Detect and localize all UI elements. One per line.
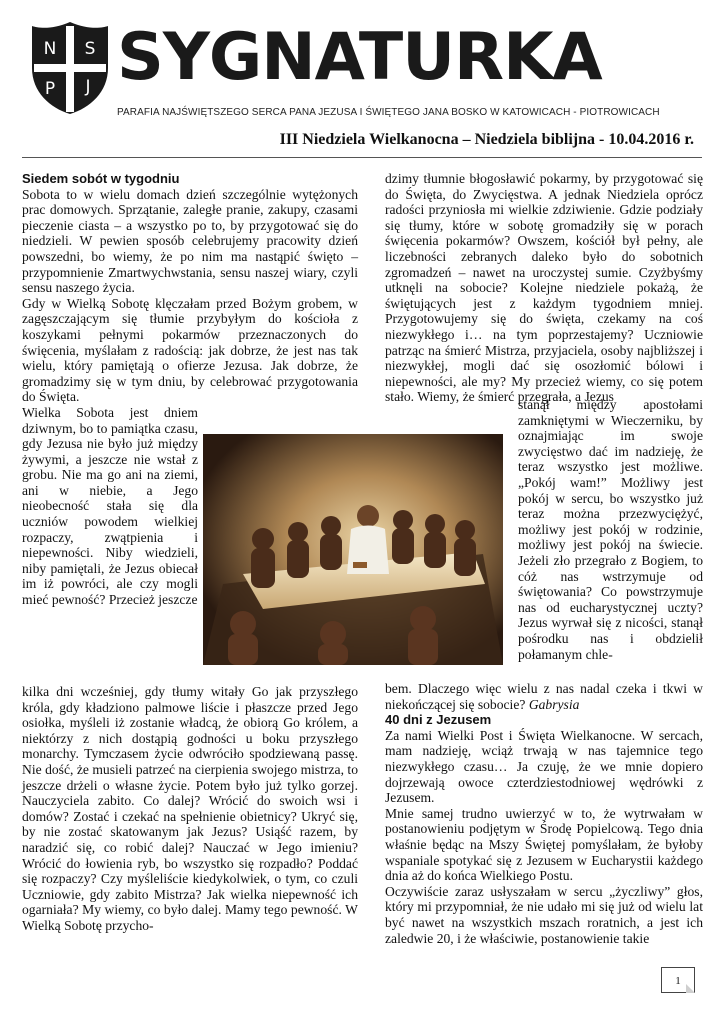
- left-column-continued: [22, 684, 358, 934]
- article-paragraph: Oczywiście zaraz usłyszałam w sercu „życzliwy” głos, który mi przypomniał, że nie udało mi się już od wielu lat być nawet na wszystkich mszach roratnich, a jest ich zaledwie 20, i że właściwie, postanowienie takie: [385, 883, 703, 946]
- logo-letter-p: P: [44, 79, 56, 99]
- text-beside-photo: [22, 405, 198, 608]
- parish-name: PARAFIA NAJŚWIĘTSZEGO SERCA PANA JEZUSA I ŚWIĘTEGO JANA BOSKO W KATOWICACH - PIOTROWICACH: [117, 107, 660, 118]
- logo-letter-n: N: [43, 39, 57, 59]
- article-heading: Siedem sobót w tygodniu: [22, 171, 180, 186]
- article-paragraph: Sobota to w wielu domach dzień szczególnie wytężonych prac domowych. Sprzątanie, zaległe pranie, zakupy, czasami pieczenie ciasta – a wszystko po to, by przygotować się do niedzieli. W pewien sposób celebrujemy pracowity dzień powszedni, bo wiemy, że po nim ma nastąpić święto – przypomnienie Zmartwychwstania, sensu naszej wiary, czyli sensu naszego życia.: [22, 186, 358, 296]
- last-supper-photo: [203, 434, 503, 665]
- page-number: 1: [661, 967, 695, 993]
- issue-line: III Niedziela Wielkanocna – Niedziela biblijna - 10.04.2016 r.: [279, 131, 694, 148]
- right-column-lower: [385, 681, 703, 946]
- right-column-top: [385, 171, 703, 405]
- article-paragraph: Gdy w Wielką Sobotę klęczałam przed Bożym grobem, w zagęszczającym się tłumie przybyłym do kościoła z koszykami pełnymi pokarmów przeznaczonych do święcenia, myślałam z radością: jak dobrze, że jest nas tak wielu, który pamiętają o ofierze Jezusa. Jak dobrze, że gromadzimy się w tym dniu, by celebrować przygotowania do Święta.: [22, 295, 358, 405]
- article-heading: 40 dni z Jezusem: [385, 712, 492, 728]
- logo-letter-j: J: [85, 77, 91, 97]
- article-paragraph: kilka dni wcześniej, gdy tłumy witały Go jak przyszłego króla, gdy kładziono palmowe liście i płaszcze przed Jego osiołka, myśleli iż zostanie władcą, że obiorą Go królem, a niektórzy z nich dostąpią godności u boku przyszłego monarchy. Tymczasem życie odwróciło spodziewaną passę. Nie dość, że musieli patrzeć na cierpienia swojego mistrza, to jeszcze drżeli o własne życie. Potem było już tylko gorzej. Nauczyciela zabito. Co dalej? Wrócić do swoich wsi i domów? Zostać i czekać na spełnienie obietnicy? Ukryć się, by nie zostać skatowanym jak Jezus? Usiąść razem, by naradzić się, co robić dalej? Nauczać w Jego imieniu? Wrócić do łowienia ryb, bo wszystko się rozpadło? Poddać się rozpaczy? Czy myśleliście kiedykolwiek, o tym, co czuli Uczniowie, gdy zabito Mistrza? Jak wielka niepewność ich ogarniała? My wiemy, co było dalej. Mamy tego pewność. W Wielką Sobotę przycho-: [22, 684, 358, 933]
- article-paragraph: bem. Dlaczego więc wielu z nas nadal czeka i tkwi w niekończącej się sobocie?: [385, 681, 703, 712]
- right-column-beside-photo: [518, 397, 703, 662]
- parish-logo-shield: [30, 20, 110, 116]
- header-divider: [22, 157, 702, 158]
- article-paragraph: Za nami Wielki Post i Święta Wielkanocne. W sercach, mam nadzieję, wciąż trwają w nas tajemnice tego niezwykłego czasu… Ja czuję, że we mnie dopiero dojrzewają owoce czterdziestodniowej wędrówki z Jezusem.: [385, 727, 703, 806]
- article-paragraph: stanął między apostołami zamkniętymi w Wieczerniku, by oznajmiając im swoje zwycięstwo dać im nadzieję, że teraz wszystko jest możliwe. „Pokój wam!” Możliwy jest pokój w sercu, bo wszystko już teraz można przezwyciężyć, możliwy jest pokój w rodzinie, możliwy jest pokój na świecie. Jeżeli zło przegrało z Bogiem, to cóż nas wstrzymuje od świętowania? Co powstrzymuje nas od eucharystycznej uczty? Jezus wyrwał się z nicości, stanął pośrodku nas i obdzielił połamanym chle-: [518, 397, 703, 662]
- masthead-title: SYGNATURKA: [117, 20, 602, 95]
- article-paragraph: Mnie samej trudno uwierzyć w to, że wytrwałam w postanowieniu podjętym w Środę Popielcową. Tego dnia właśnie będąc na Mszy Świętej pomyślałam, że byłoby wspaniale spotykać się z Jezusem w Eucharystii każdego dnia aż do końca Wielkiego Postu.: [385, 805, 703, 884]
- article-author: Gabrysia: [528, 696, 580, 712]
- article-paragraph: Wielka Sobota jest dniem dziwnym, bo to pamiątka czasu, gdy Jezusa nie było już między żywymi, a jeszcze nie wstał z grobu. Nie ma go ani na ziemi, ani w niebie, a Jego nieobecność stała się dla uczniów powodem wielkiej rozpaczy, zwątpienia i niepewności. Niby wiedzieli, niby pamiętali, że Jezus obiecał im iż powróci, ale czy mogli mieć pewność? Przecież jeszcze: [22, 404, 198, 608]
- article-paragraph: dzimy tłumnie błogosławić pokarmy, by przygotować się do Święta, do Zwycięstwa. A jednak Niedziela oprócz radości przyniosła mi wielkie zdziwienie. Gdzie podziały się tłumy, które w sobotę gromadziły się w porach święcenia pokarmów? Owszem, kościół był pełny, ale liczebności zebranych daleko było do sobotnich zgromadzeń – nawet na uroczystej sumie. Czyżbyśmy utknęli na sobocie? Kolejne niedziele pokażą, że świętujących jest z każdym tygodniem mniej. Przygotowujemy się do święta, czekamy na coś niezwykłego i… na tym poprzestajemy? Uczniowie patrząc na śmierć Mistrza, przyjaciela, osoby najbliższej i niezwykłej, mogli dać się osozłomić bólowi i niepewności, ale my? My przecież wiemy, co się potem stało. Wiemy, że śmierć przegrała, a Jezus: [385, 171, 703, 405]
- logo-letter-s: S: [84, 39, 96, 59]
